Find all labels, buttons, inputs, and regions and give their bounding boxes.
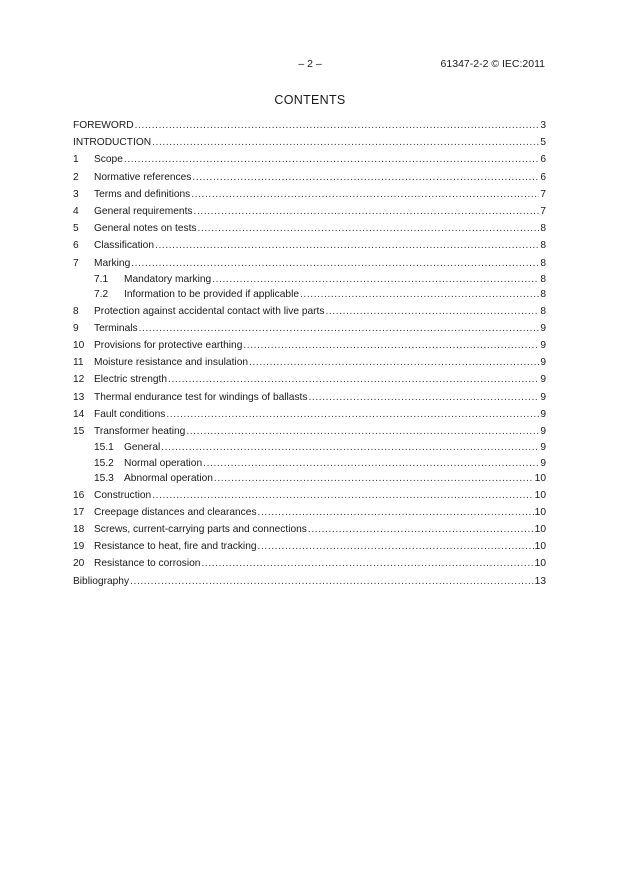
document-id: 61347-2-2 © IEC:2011 — [440, 58, 545, 70]
toc-entry-number: 16 — [73, 489, 85, 501]
toc-entry[interactable] — [73, 521, 546, 538]
toc-entry-page: 9 — [540, 340, 546, 352]
toc-entry-page: 8 — [540, 223, 546, 235]
toc-entry[interactable] — [73, 337, 546, 354]
toc-entry[interactable] — [73, 303, 546, 320]
toc-leader-dots — [152, 487, 533, 504]
toc-entry-number: 5 — [73, 223, 79, 235]
toc-leader-dots — [258, 504, 534, 521]
toc-entry-number: 6 — [73, 240, 79, 252]
toc-entry-number: 4 — [73, 205, 79, 217]
toc-entry[interactable] — [73, 440, 546, 456]
toc-entry[interactable] — [73, 237, 546, 254]
toc-entry[interactable] — [73, 471, 546, 487]
toc-leader-dots — [249, 354, 539, 371]
toc-entry-number: 7 — [73, 257, 79, 269]
toc-leader-dots — [191, 186, 539, 203]
toc-entry-page: 5 — [540, 137, 546, 149]
toc-entry-number: 7.1 — [94, 273, 109, 285]
toc-entry[interactable] — [73, 555, 546, 572]
toc-entry-page: 6 — [540, 171, 546, 183]
toc-entry-label: Scope — [94, 154, 123, 166]
toc-entry-label: Thermal endurance test for windings of ballasts — [94, 391, 308, 403]
toc-leader-dots — [152, 134, 539, 151]
toc-entry-label: Terms and definitions — [94, 188, 191, 200]
toc-leader-dots — [198, 220, 540, 237]
toc-entry[interactable] — [73, 134, 546, 151]
toc-entry-number: 8 — [73, 305, 79, 317]
toc-entry[interactable] — [73, 487, 546, 504]
toc-entry-page: 9 — [540, 442, 546, 454]
toc-entry-page: 8 — [540, 305, 546, 317]
toc-entry-number: 17 — [73, 506, 85, 518]
page-header — [0, 58, 620, 72]
toc-entry-page: 7 — [540, 188, 546, 200]
toc-leader-dots — [258, 538, 534, 555]
toc-entry-number: 7.2 — [94, 289, 109, 301]
toc-entry-number: 18 — [73, 524, 85, 536]
toc-entry-number: 13 — [73, 391, 85, 403]
toc-entry-number: 15.1 — [94, 442, 114, 454]
toc-entry-number: 15.2 — [94, 457, 114, 469]
toc-entry-number: 3 — [73, 188, 79, 200]
toc-entry-label: Marking — [94, 257, 131, 269]
toc-entry-number: 11 — [73, 357, 84, 369]
toc-entry-page: 10 — [534, 489, 546, 501]
toc-leader-dots — [192, 169, 539, 186]
toc-entry-label: General notes on tests — [94, 223, 197, 235]
toc-leader-dots — [201, 555, 533, 572]
toc-entry[interactable] — [73, 287, 546, 303]
toc-entry-page: 8 — [540, 240, 546, 252]
toc-entry[interactable] — [73, 169, 546, 186]
toc-entry-label: Screws, current-carrying parts and connections — [94, 524, 307, 536]
toc-entry-page: 9 — [540, 457, 546, 469]
toc-entry-page: 10 — [534, 541, 546, 553]
toc-entry[interactable] — [73, 538, 546, 555]
toc-entry[interactable] — [73, 203, 546, 220]
toc-entry-label: Classification — [94, 240, 155, 252]
toc-entry-page: 10 — [534, 558, 546, 570]
toc-entry-page: 10 — [534, 506, 546, 518]
toc-leader-dots — [300, 287, 539, 303]
toc-entry-page: 13 — [534, 575, 546, 587]
toc-entry[interactable] — [73, 504, 546, 521]
page-number: – 2 – — [298, 58, 322, 70]
toc-entry[interactable] — [73, 255, 546, 272]
toc-entry[interactable] — [73, 423, 546, 440]
table-of-contents — [73, 117, 546, 590]
toc-entry[interactable] — [73, 389, 546, 406]
toc-entry-page: 9 — [540, 374, 546, 386]
toc-entry-label: Abnormal operation — [124, 473, 213, 485]
toc-leader-dots — [212, 272, 539, 288]
toc-entry[interactable] — [73, 186, 546, 203]
toc-entry-label: Bibliography — [73, 575, 130, 587]
toc-entry-number: 14 — [73, 408, 85, 420]
toc-entry-label: Resistance to heat, fire and tracking — [94, 541, 257, 553]
toc-leader-dots — [308, 389, 539, 406]
toc-entry[interactable] — [73, 371, 546, 388]
toc-entry-page: 8 — [540, 289, 546, 301]
toc-entry-label: Information to be provided if applicable — [124, 289, 299, 301]
toc-entry[interactable] — [73, 220, 546, 237]
toc-entry-label: Creepage distances and clearances — [94, 506, 257, 518]
toc-entry-label: Construction — [94, 489, 152, 501]
toc-entry[interactable] — [73, 354, 546, 371]
toc-entry-page: 10 — [534, 524, 546, 536]
toc-leader-dots — [155, 237, 539, 254]
toc-entry[interactable] — [73, 272, 546, 288]
toc-entry-label: General requirements — [94, 205, 193, 217]
toc-entry-label: Resistance to corrosion — [94, 558, 201, 570]
toc-entry[interactable] — [73, 151, 546, 168]
toc-entry[interactable] — [73, 117, 546, 134]
toc-entry-page: 3 — [540, 120, 546, 131]
toc-entry-label: Transformer heating — [94, 426, 186, 437]
toc-leader-dots — [308, 521, 534, 538]
toc-entry[interactable] — [73, 573, 546, 590]
toc-entry-number: 2 — [73, 171, 79, 183]
toc-leader-dots — [166, 406, 539, 423]
toc-entry-label: Normative references — [94, 171, 192, 183]
toc-leader-dots — [203, 456, 539, 472]
toc-leader-dots — [214, 471, 534, 487]
toc-entry-page: 6 — [540, 154, 546, 166]
toc-leader-dots — [135, 117, 540, 134]
toc-entry-label: FOREWORD — [73, 120, 134, 131]
toc-entry-page: 9 — [540, 426, 546, 437]
toc-entry-number: 15.3 — [94, 473, 114, 485]
toc-leader-dots — [124, 151, 539, 168]
toc-leader-dots — [243, 337, 539, 354]
toc-entry-page: 9 — [540, 408, 546, 420]
toc-entry-page: 7 — [540, 205, 546, 217]
toc-entry-number: 19 — [73, 541, 85, 553]
toc-entry-page: 9 — [540, 322, 546, 334]
page-title: CONTENTS — [274, 93, 346, 107]
toc-entry-label: General — [124, 442, 161, 454]
toc-entry-number: 10 — [73, 340, 85, 352]
toc-entry-label: Provisions for protective earthing — [94, 340, 243, 352]
toc-leader-dots — [186, 423, 539, 440]
toc-entry-number: 20 — [73, 558, 85, 570]
toc-entry-number: 12 — [73, 374, 85, 386]
toc-leader-dots — [139, 320, 540, 337]
toc-leader-dots — [325, 303, 539, 320]
toc-leader-dots — [161, 440, 539, 456]
toc-entry-number: 9 — [73, 322, 79, 334]
toc-entry-page: 8 — [540, 273, 546, 285]
toc-entry-page: 9 — [540, 357, 546, 369]
toc-entry-label: Mandatory marking — [124, 273, 212, 285]
toc-leader-dots — [194, 203, 540, 220]
toc-entry-label: Fault conditions — [94, 408, 166, 420]
toc-entry-label: Electric strength — [94, 374, 168, 386]
toc-leader-dots — [131, 255, 539, 272]
toc-entry-label: Protection against accidental contact with live parts — [94, 305, 325, 317]
toc-entry-label: Normal operation — [124, 457, 203, 469]
toc-entry-page: 8 — [540, 257, 546, 269]
toc-entry-page: 10 — [534, 473, 546, 485]
toc-entry-label: INTRODUCTION — [73, 137, 152, 149]
toc-entry-label: Moisture resistance and insulation — [94, 357, 249, 369]
toc-entry-page: 9 — [540, 391, 546, 403]
toc-entry[interactable] — [73, 406, 546, 423]
toc-entry[interactable] — [73, 456, 546, 472]
toc-entry-number: 15 — [73, 426, 85, 437]
toc-leader-dots — [168, 371, 539, 388]
toc-entry-label: Terminals — [94, 322, 138, 334]
toc-entry-number: 1 — [73, 154, 79, 166]
toc-entry[interactable] — [73, 320, 546, 337]
toc-leader-dots — [130, 573, 534, 590]
